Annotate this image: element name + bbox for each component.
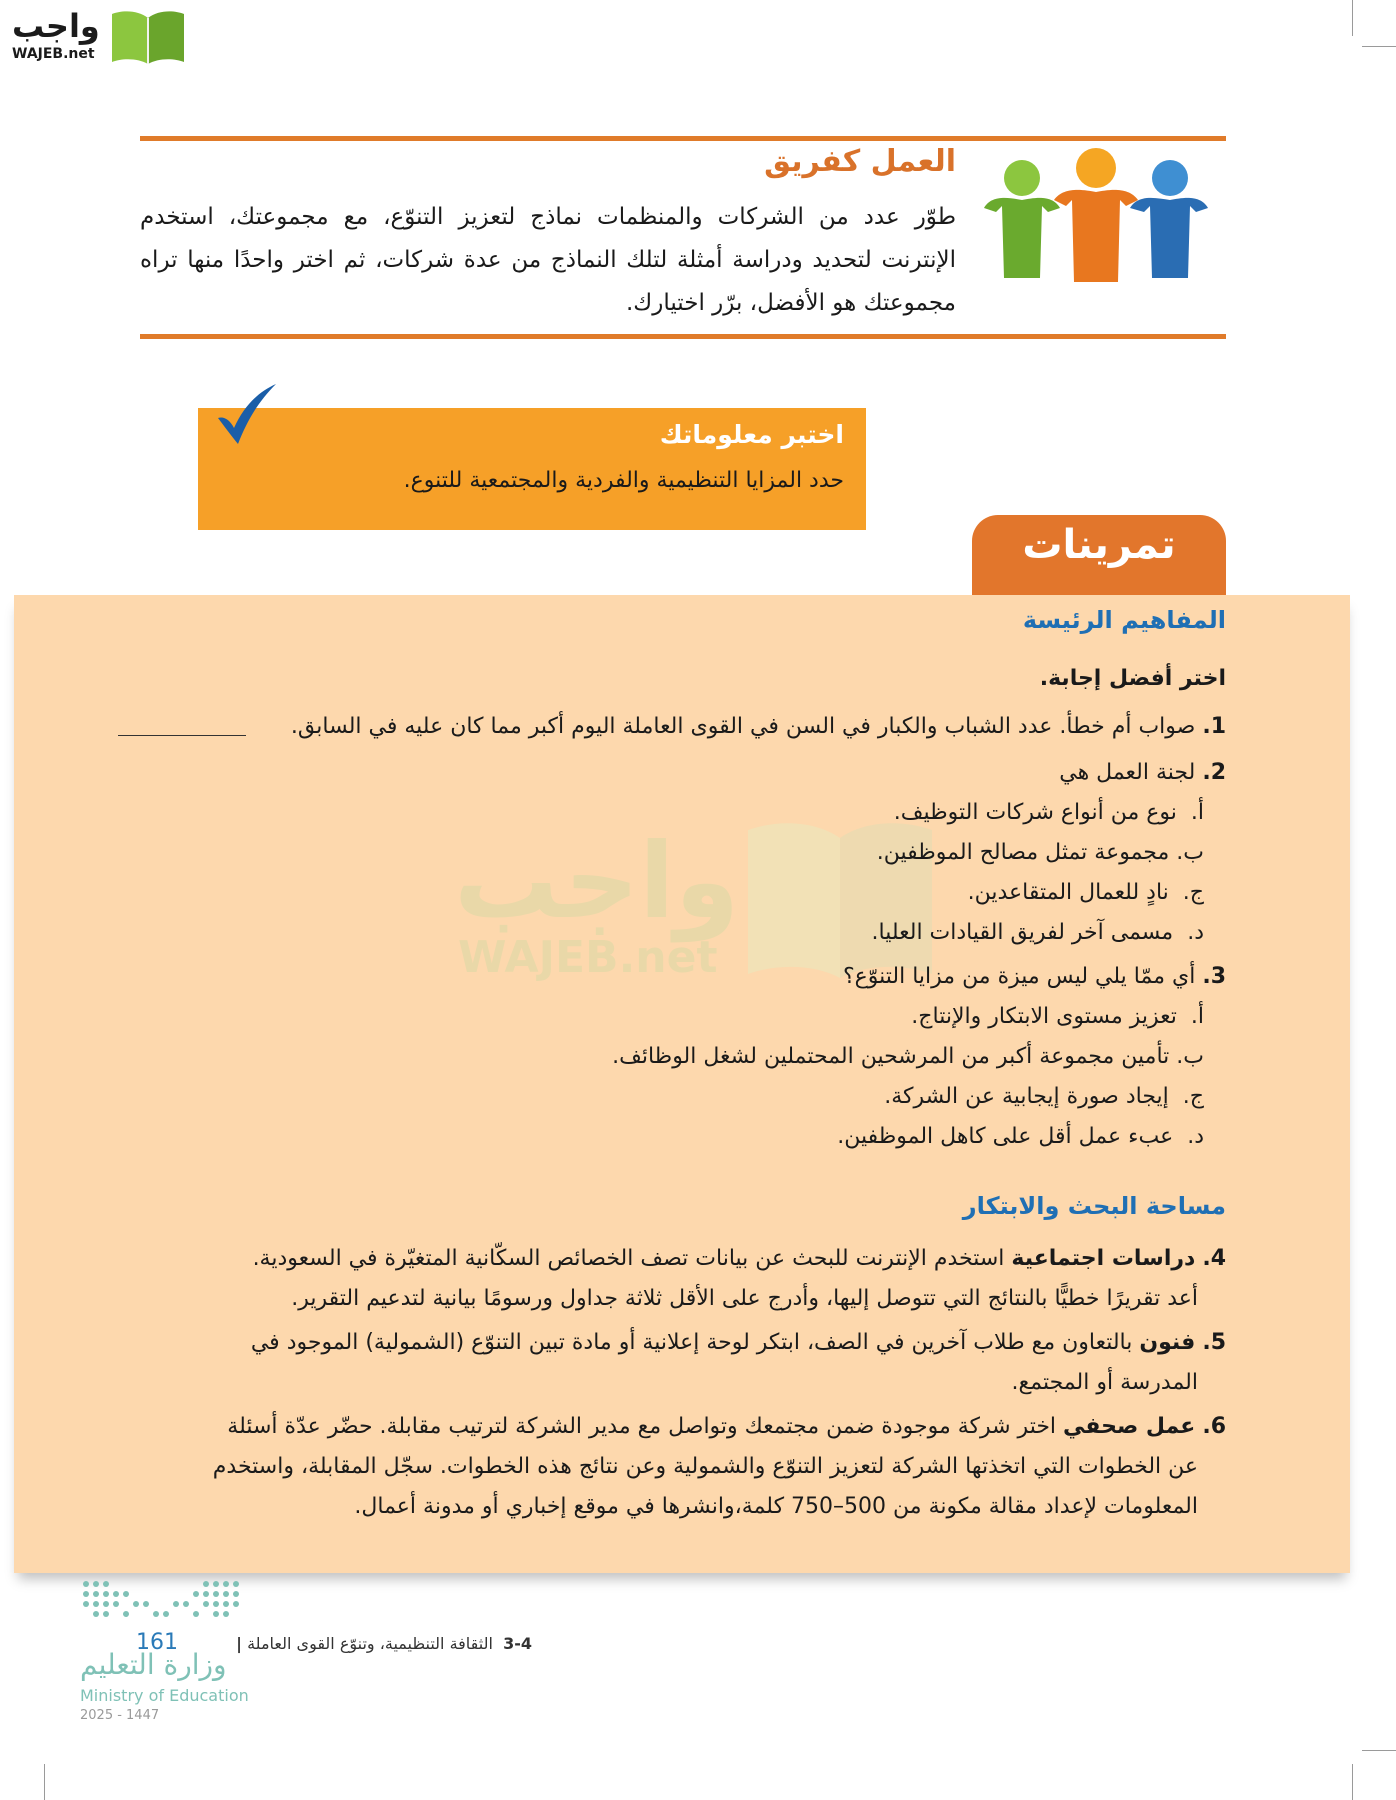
option-item[interactable] xyxy=(500,880,1204,905)
question-text: أي ممّا يلي ليس ميزة من مزايا التنوّع؟ xyxy=(842,964,1196,989)
key-concepts-title: المفاهيم الرئيسة xyxy=(1022,606,1226,634)
question-4-line-2: أعد تقريرًا خطيًّا بالنتائج التي تتوصل إليها، وأدرج على الأقل ثلاثة جداول ورسومًا بيانية لتدعيم التقرير. xyxy=(291,1286,1198,1311)
quiz-text: حدد المزايا التنظيمية والفردية والمجتمعية للتنوع. xyxy=(403,468,844,493)
option-label: أ. xyxy=(1190,800,1204,825)
footer-section-number: 3-4 xyxy=(503,1634,532,1653)
crop-mark xyxy=(1352,0,1353,36)
instruction: اختر أفضل إجابة. xyxy=(1039,666,1226,691)
team-box-title: العمل كفريق xyxy=(764,144,956,179)
option-text: مسمى آخر لفريق القيادات العليا. xyxy=(871,920,1174,945)
option-label: ب. xyxy=(1176,840,1204,865)
team-box-bottom-rule xyxy=(140,334,1226,339)
wajeb-logo xyxy=(8,6,190,66)
question-text: استخدم الإنترنت للبحث عن بيانات تصف الخصائص السكّانية المتغيّرة في السعودية. xyxy=(252,1246,1005,1271)
question-number: 4. xyxy=(1202,1246,1226,1271)
option-item[interactable] xyxy=(400,1084,1204,1109)
question-6-line-2: عن الخطوات التي اتخذتها الشركة لتعزيز التنوّع والشمولية وعن نتائج هذه الخطوات. سجّل المقابلة، واستخدم xyxy=(212,1454,1198,1479)
question-label: عمل صحفي xyxy=(1063,1414,1196,1439)
option-item[interactable] xyxy=(400,1004,1204,1029)
watermark-arabic: واجب xyxy=(454,820,740,942)
option-text: نادٍ للعمال المتقاعدين. xyxy=(967,880,1169,905)
checkmark-icon xyxy=(214,382,280,448)
footer-divider: | xyxy=(236,1634,242,1653)
question-5-line-1 xyxy=(130,1330,1226,1355)
question-text: بالتعاون مع طلاب آخرين في الصف، ابتكر لوحة إعلانية أو مادة تبين التنوّع (الشمولية) الموجود في xyxy=(250,1330,1133,1355)
question-2 xyxy=(700,760,1226,785)
team-box-text: طوّر عدد من الشركات والمنظمات نماذج لتعزيز التنوّع، مع مجموعتك، استخدم الإنترنت لتحديد ودراسة أمثلة لتلك النماذج من عدة شركات، ثم اختر واحدًا منها تراه مجموعتك هو الأفضل، برّر اختيارك. xyxy=(140,204,956,316)
question-number: 1. xyxy=(1202,714,1226,739)
option-label: ج. xyxy=(1182,880,1204,905)
option-text: عبء عمل أقل على كاهل الموظفين. xyxy=(837,1124,1174,1149)
crop-mark xyxy=(1362,1750,1396,1751)
question-label: دراسات اجتماعية xyxy=(1011,1246,1196,1271)
ministry-year: 2025 - 1447 xyxy=(80,1708,160,1723)
question-text: اختر شركة موجودة ضمن مجتمعك وتواصل مع مدير الشركة لترتيب مقابلة. حضّر عدّة أسئلة xyxy=(227,1414,1057,1439)
crop-mark xyxy=(1362,46,1396,47)
crop-mark xyxy=(44,1764,45,1800)
quiz-title: اختبر معلوماتك xyxy=(659,420,844,449)
option-label: أ. xyxy=(1190,1004,1204,1029)
question-number: 2. xyxy=(1202,760,1226,785)
answer-blank-line[interactable] xyxy=(118,735,246,736)
ministry-name-english: Ministry of Education xyxy=(80,1686,249,1705)
option-label: ب. xyxy=(1176,1044,1204,1069)
footer-page-number: 161 xyxy=(136,1630,178,1655)
question-6-line-1 xyxy=(130,1414,1226,1439)
question-6-line-3: المعلومات لإعداد مقالة مكونة من 500–750 كلمة،وانشرها في موقع إخباري أو مدونة أعمال. xyxy=(354,1494,1198,1519)
ministry-logo-dots xyxy=(80,1578,250,1628)
logo-latin: WAJEB.net xyxy=(12,46,95,62)
research-title: مساحة البحث والابتكار xyxy=(962,1192,1226,1220)
option-item[interactable] xyxy=(500,840,1204,865)
option-text: تعزيز مستوى الابتكار والإنتاج. xyxy=(911,1004,1177,1029)
question-5-line-2: المدرسة أو المجتمع. xyxy=(1011,1370,1198,1395)
question-number: 3. xyxy=(1202,964,1226,989)
ministry-name-arabic: وزارة التعليم xyxy=(80,1648,227,1681)
option-item[interactable] xyxy=(400,1124,1204,1149)
team-people-icon xyxy=(980,148,1210,284)
exercises-tab-label: تمرينات xyxy=(1022,522,1176,568)
option-label: ج. xyxy=(1182,1084,1204,1109)
option-item[interactable] xyxy=(400,1044,1204,1069)
footer-chapter-title: الثقافة التنظيمية، وتنوّع القوى العاملة xyxy=(247,1634,493,1653)
question-3 xyxy=(500,964,1226,989)
option-text: إيجاد صورة إيجابية عن الشركة. xyxy=(884,1084,1169,1109)
question-label: فنون xyxy=(1139,1330,1196,1355)
question-number: 6. xyxy=(1202,1414,1226,1439)
question-text: لجنة العمل هي xyxy=(1059,760,1196,785)
team-box-top-rule xyxy=(140,136,1226,141)
crop-mark xyxy=(1352,1764,1353,1800)
footer-chapter xyxy=(196,1634,532,1653)
watermark-latin: WAJEB.net xyxy=(458,932,718,983)
option-label: د. xyxy=(1187,1124,1204,1149)
question-number: 5. xyxy=(1202,1330,1226,1355)
option-text: نوع من أنواع شركات التوظيف. xyxy=(893,800,1177,825)
book-icon xyxy=(108,8,188,66)
question-text: صواب أم خطأ. عدد الشباب والكبار في السن في القوى العاملة اليوم أكبر مما كان عليه في السابق. xyxy=(290,714,1196,739)
option-text: تأمين مجموعة أكبر من المرشحين المحتملين لشغل الوظائف. xyxy=(612,1044,1170,1069)
option-text: مجموعة تمثل مصالح الموظفين. xyxy=(876,840,1170,865)
question-4-line-1 xyxy=(130,1246,1226,1271)
option-item[interactable] xyxy=(500,800,1204,825)
option-item[interactable] xyxy=(500,920,1204,945)
logo-arabic: واجب xyxy=(12,7,100,45)
question-1 xyxy=(240,714,1226,739)
option-label: د. xyxy=(1187,920,1204,945)
